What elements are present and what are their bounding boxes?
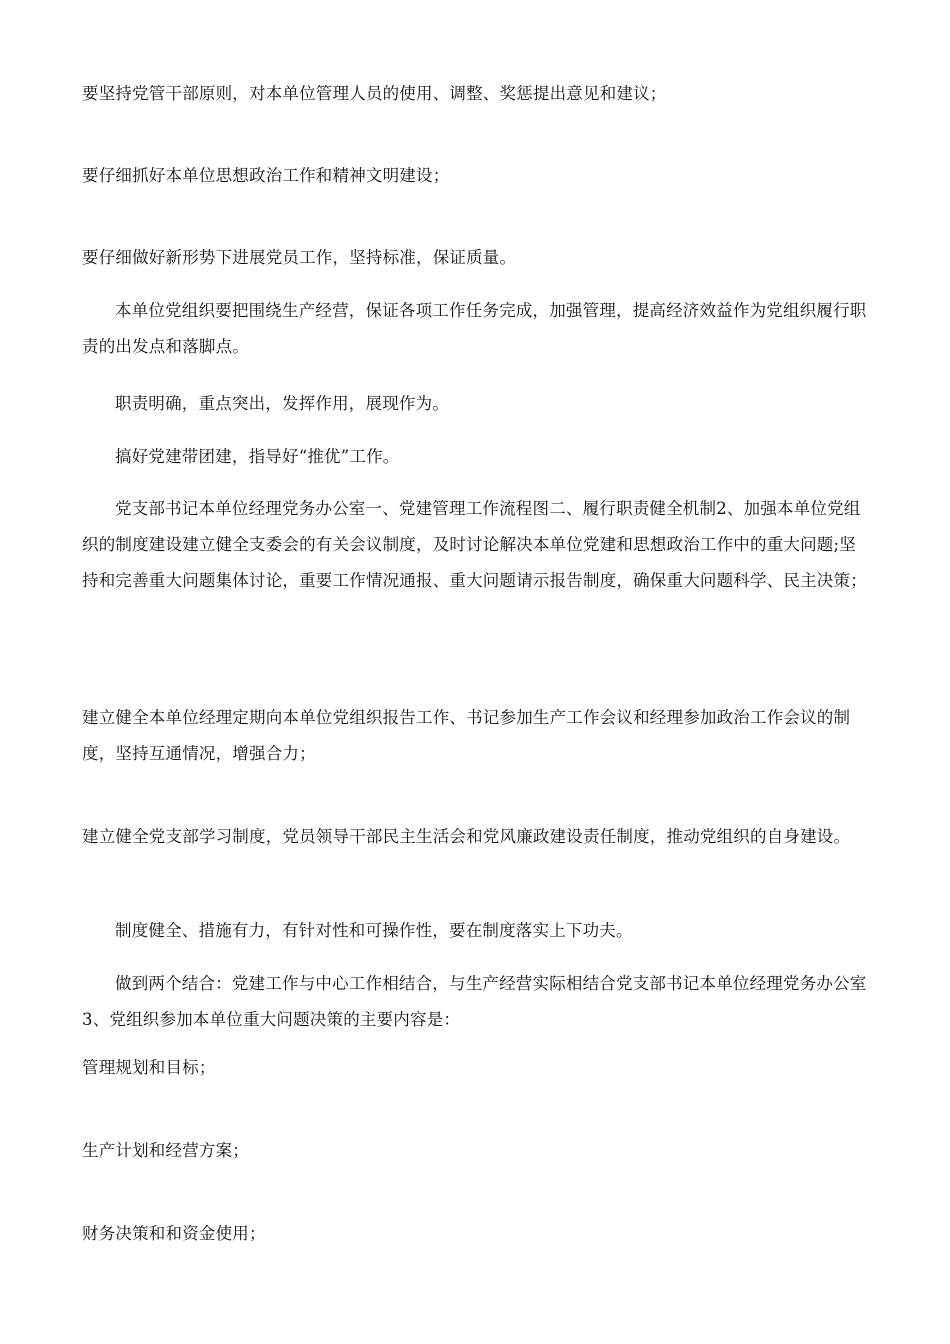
list-item-financial-decisions: 财务决策和和资金使用；: [82, 1224, 266, 1243]
paragraph-system-implementation: 制度健全、措施有力，有针对性和可操作性，要在制度落实上下功夫。: [115, 921, 633, 940]
list-item-management-planning: 管理规划和目标；: [82, 1058, 216, 1077]
paragraph-ideological-work: 要仔细抓好本单位思想政治工作和精神文明建设；: [82, 166, 450, 185]
paragraph-production-focus: 本单位党组织要把围绕生产经营，保证各项工作任务完成，加强管理，提高经济效益作为党组织履行职责的出发点和落脚点。: [82, 301, 867, 356]
paragraph-clear-duties: 职责明确，重点突出，发挥作用，展现作为。: [115, 394, 449, 413]
paragraph-member-development: 要仔细做好新形势下进展党员工作，坚持标准，保证质量。: [82, 248, 517, 267]
paragraph-manager-reporting: 建立健全本单位经理定期向本单位党组织报告工作、书记参加生产工作会议和经理参加政治工作会议的制度，坚持互通情况，增强合力；: [82, 708, 851, 763]
paragraph-two-combinations: 做到两个结合：党建工作与中心工作相结合，与生产经营实际相结合党支部书记本单位经理党务办公室3、党组织参加本单位重大问题决策的主要内容是：: [82, 974, 867, 1029]
list-item-production-plan: 生产计划和经营方案；: [82, 1141, 249, 1160]
paragraph-youth-league: 搞好党建带团建，指导好“推优”工作。: [115, 447, 400, 466]
paragraph-study-system: 建立健全党支部学习制度，党员领导干部民主生活会和党风廉政建设责任制度，推动党组织的自身建设。: [82, 827, 851, 846]
paragraph-system-building: 党支部书记本单位经理党务办公室一、党建管理工作流程图二、履行职责健全机制2、加强本单位党组织的制度建设建立健全支委会的有关会议制度，及时讨论解决本单位党建和思想政治工作中的重大问题;坚持和完善重大问题集体讨论，重要工作情况通报、重大问题请示报告制度，确保重大问题科学、民主决策；: [82, 499, 867, 590]
paragraph-cadre-principle: 要坚持党管干部原则，对本单位管理人员的使用、调整、奖惩提出意见和建议；: [82, 84, 667, 103]
